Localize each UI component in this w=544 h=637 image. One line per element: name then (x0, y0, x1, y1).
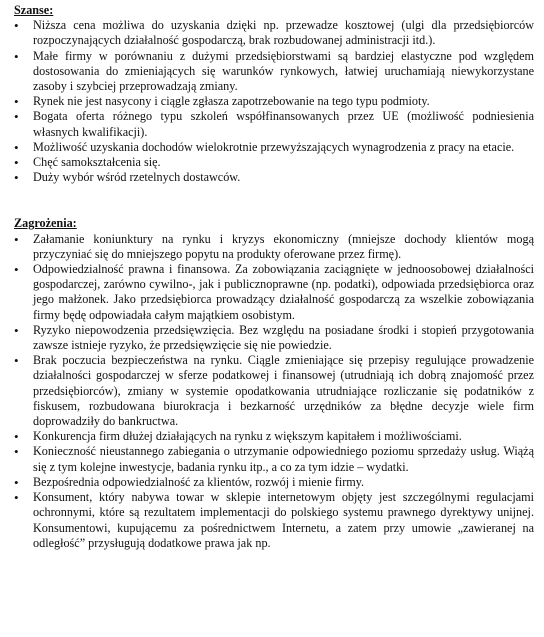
list-item: • Brak poczucia bezpieczeństwa na rynku. Ciągle zmieniające się przepisy regulujące prowadzenie działalności gospodarczej w sferze podatkowej i finansowej (utrudniają ich dobrą znajomość przez przedsiębiorców), zmiany w systemie opodatkowania utrudniające rozliczanie się podatników z fiskusem, rozbudowana biurokracja i bezkarność urzędników za błędne decyzje wiele firm doprowadziły do bankructwa. (12, 353, 534, 429)
list-item: • Rynek nie jest nasycony i ciągle zgłasza zapotrzebowanie na tego typu podmioty. (12, 94, 534, 109)
list-item: • Ryzyko niepowodzenia przedsięwzięcia. Bez względu na posiadane środki i stopień przygotowania zawsze istnieje ryzyko, że przedsięwzięcie się nie powiedzie. (12, 323, 534, 353)
list-item: • Bezpośrednia odpowiedzialność za klientów, rozwój i mienie firmy. (12, 475, 534, 490)
threats-heading: Zagrożenia: (14, 216, 77, 231)
list-item: • Konieczność nieustannego zabiegania o utrzymanie odpowiedniego poziomu sprzedaży usług. Wiążą się z tym kolejne inwestycje, badania rynku itp., a co za tym idzie – wydatki. (12, 444, 534, 474)
list-item: • Bogata oferta różnego typu szkoleń współfinansowanych przez UE (możliwość podniesienia własnych kwalifikacji). (12, 109, 534, 139)
opportunities-heading: Szanse: (14, 3, 54, 17)
list-item: • Konkurencja firm dłużej działających na rynku z większym kapitałem i możliwościami. (12, 429, 534, 444)
threats-list (12, 232, 534, 551)
list-item: • Niższa cena możliwa do uzyskania dzięki np. przewadze kosztowej (ulgi dla przedsiębiorców rozpoczynających działalność gospodarczą, brak rozbudowanej administracji itd.). (12, 18, 534, 48)
list-item: • Możliwość uzyskania dochodów wielokrotnie przewyższających wynagrodzenia z pracy na etacie. (12, 140, 534, 155)
opportunities-list (12, 18, 534, 185)
list-item: • Duży wybór wśród rzetelnych dostawców. (12, 170, 534, 185)
opportunities-section (12, 3, 534, 185)
list-item: • Chęć samokształcenia się. (12, 155, 534, 170)
list-item: • Konsument, który nabywa towar w sklepie internetowym objęty jest szczególnymi regulacjami ochronnymi, które są rezultatem implementacji do polskiego systemu prawnego dyrektywy unijnej. Konsumentowi, kupującemu za pośrednictwem Internetu, a zatem przy umowie „zawieranej na odległość” przysługują dodatkowe prawa jak np. (12, 490, 534, 551)
list-item: • Małe firmy w porównaniu z dużymi przedsiębiorstwami są bardziej elastyczne pod względem dostosowania do zmieniających się warunków rynkowych, łatwiej uruchamiają niewykorzystane zasoby i szybciej przeprowadzają zmiany. (12, 49, 534, 95)
threats-section (12, 216, 534, 550)
section-spacer (12, 185, 534, 216)
list-item: • Odpowiedzialność prawna i finansowa. Za zobowiązania zaciągnięte w jednoosobowej działalności gospodarczej, zarówno cywilno-, jak i publicznoprawne (np. podatki), odpowiada przedsiębiorca oraz jego małżonek. Jako przedsiębiorca prowadzący działalność gospodarczą za wszelkie zobowiązania firmy będę odpowiadała całym majątkiem osobistym. (12, 262, 534, 323)
list-item: • Załamanie koniunktury na rynku i kryzys ekonomiczny (mniejsze dochody klientów mogą przyczyniać się do mniejszego popytu na produkty oferowane przez firmę). (12, 232, 534, 262)
